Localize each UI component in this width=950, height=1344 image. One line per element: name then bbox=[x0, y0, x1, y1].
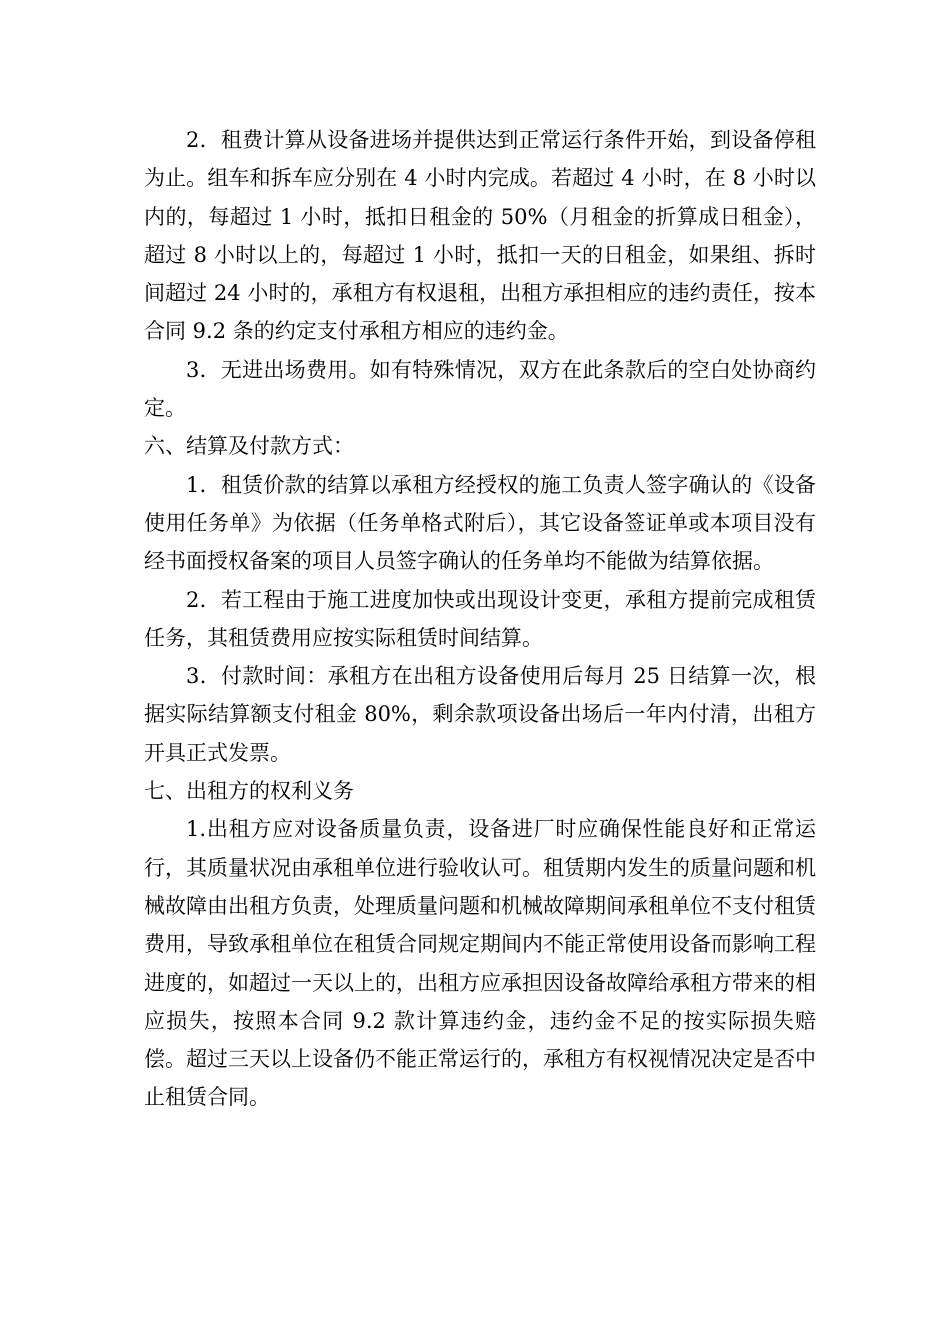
document-page bbox=[144, 121, 816, 1117]
section-heading-lessor-rights: 七、出租方的权利义务 bbox=[144, 779, 354, 804]
clause-5-2-rental-calculation: 2．租费计算从设备进场并提供达到正常运行条件开始，到设备停租为止。组车和拆车应分别在 4 小时内完成。若超过 4 小时，在 8 小时以内的，每超过 1 小时，抵扣日租金的 50%（月租金的折算成日租金），超过 8 小时以上的，每超过 1 小时，抵扣一天的日租金，如果组、拆时间超过 24 小时的，承租方有权退租，出租方承担相应的违约责任，按本合同 9.2 条的约定支付承租方相应的违约金。 bbox=[144, 128, 816, 344]
clause-6-3-payment-time: 3．付款时间：承租方在出租方设备使用后每月 25 日结算一次，根据实际结算额支付租金 80%，剩余款项设备出场后一年内付清，出租方开具正式发票。 bbox=[144, 664, 816, 765]
clause-5-3-entry-exit-fees: 3．无进出场费用。如有特殊情况，双方在此条款后的空白处协商约定。 bbox=[144, 357, 816, 421]
clause-6-2-early-completion: 2．若工程由于施工进度加快或出现设计变更，承租方提前完成租赁任务，其租赁费用应按实际租赁时间结算。 bbox=[144, 587, 816, 650]
clause-7-1-equipment-quality: 1.出租方应对设备质量负责，设备进厂时应确保性能良好和正常运行，其质量状况由承租单位进行验收认可。租赁期内发生的质量问题和机械故障由出租方负责，处理质量问题和机械故障期间承租单位不支付租赁费用，导致承租单位在租赁合同规定期间内不能正常使用设备而影响工程进度的，如超过一天以上的，出租方应承担因设备故障给承租方带来的相应损失，按照本合同 9.2 款计算违约金，违约金不足的按实际损失赔偿。超过三天以上设备仍不能正常运行的，承租方有权视情况决定是否中止租赁合同。 bbox=[144, 817, 816, 1110]
section-heading-settlement: 六、结算及付款方式： bbox=[144, 434, 354, 459]
clause-6-1-settlement-basis: 1．租赁价款的结算以承租方经授权的施工负责人签字确认的《设备使用任务单》为依据（任务单格式附后），其它设备签证单或本项目没有经书面授权备案的项目人员签字确认的任务单均不能做为结算依据。 bbox=[144, 472, 816, 574]
